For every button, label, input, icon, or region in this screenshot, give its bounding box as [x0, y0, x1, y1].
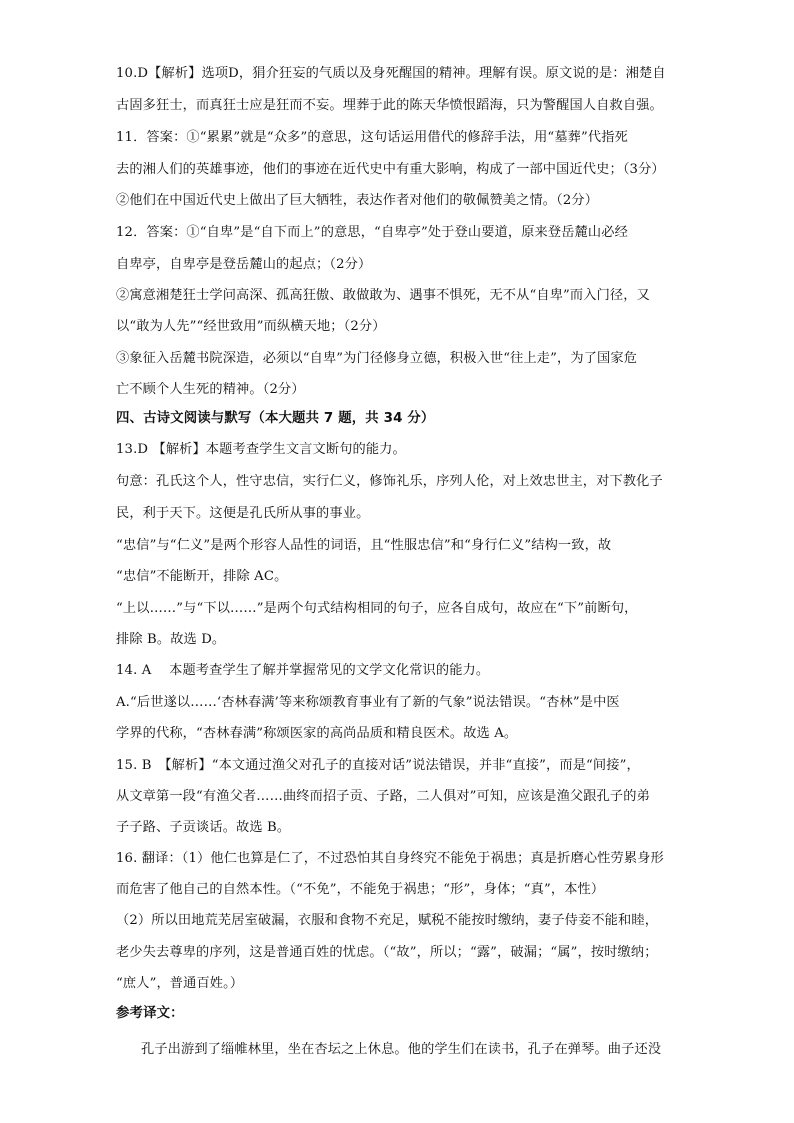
answer-13-line-1: 13.D 【解析】本题考查学生文言文断句的能力。 [116, 442, 406, 457]
answer-14-line-2: A.“后世遂以……‘杏林春满’等来称颂教育事业有了新的气象”说法错误。“杏林”是中医 [116, 695, 620, 710]
answer-16-line-1: 16. 翻译：（1）他仁也算是仁了，不过恐怕其自身终究不能免于祸患；真是折磨心性劳累身形 [116, 851, 664, 866]
answer-12-line-2: 自卑亭，自卑亭是登岳麓山的起点；（2分） [116, 257, 372, 272]
answer-10-line-1: 10.D【解析】选项D，狷介狂妄的气质以及身死醒国的精神。理解有误。原文说的是：湘楚自 [116, 66, 666, 81]
answer-13-line-7: 排除 B。故选 D。 [116, 632, 226, 647]
answer-13-line-6: “上以……”与“下以……”是两个句式结构相同的句子，应各自成句，故应在“下”前断句， [116, 601, 638, 616]
answer-16-line-3: （2）所以田地荒芜居室破漏，衣服和食物不充足，赋税不能按时缴纳，妻子侍妾不能和睦， [116, 913, 659, 928]
answer-15-line-1: 15. B 【解析】“本文通过渔父对孔子的直接对话”说法错误，并非“直接”，而是“间接”， [116, 758, 640, 773]
answer-16-line-4: 老少失去尊卑的序列，这是普通百姓的忧虑。（“故”，所以；“露”，破漏；“属”，按时缴纳； [116, 945, 658, 960]
answer-12-line-4: 以“敢为人先”“经世致用”而纵横天地；（2分） [116, 319, 386, 334]
answer-15-line-2: 从文章第一段“有渔父者……曲终而招子贡、子路，二人俱对”可知，应该是渔父跟孔子的弟 [116, 789, 650, 804]
section-heading: 四、古诗文阅读与默写（本大题共 7 题，共 34 分） [116, 411, 435, 426]
answer-12-line-5: ③象征入岳麓书院深造，必须以“自卑”为门径修身立德，积极入世“往上走”，为了国家危 [116, 351, 638, 366]
answer-14-line-3: 学界的代称，“杏林春满”称颂医家的高尚品质和精良医术。故选 A。 [116, 726, 518, 741]
answer-12-line-3: ②寓意湘楚狂士学问高深、孤高狂傲、敢做敢为、遇事不惧死，无不从“自卑”而入门径，又 [116, 288, 650, 303]
answer-11-line-2: 去的湘人们的英雄事迹，他们的事迹在近代史中有重大影响，构成了一部中国近代史；（3分） [116, 162, 665, 177]
translation-paragraph-line-1: 孔子出游到了缁帷林里，坐在杏坛之上休息。他的学生们在读书，孔子在弹琴。曲子还没 [141, 1042, 662, 1057]
answer-13-line-5: “忠信”不能断开，排除 AC。 [116, 569, 288, 584]
answer-16-line-5: “庶人”，普通百姓。） [116, 976, 244, 991]
answer-11-line-3: ②他们在中国近代史上做出了巨大牺牲，表达作者对他们的敬佩赞美之情。（2分） [116, 193, 599, 208]
answer-13-line-3: 民，利于天下。这便是孔氏所从事的事业。 [116, 506, 370, 521]
answer-11-line-1: 11．答案：①“累累”就是“众多”的意思，这句话运用借代的修辞手法，用“墓葬”代指死 [116, 130, 628, 145]
answer-10-line-2: 古固多狂士，而真狂士应是狂而不妄。埋葬于此的陈天华愤恨蹈海，只为警醒国人自救自强。 [116, 98, 663, 113]
answer-16-line-2: 而危害了他自己的自然本性。（“不免”，不能免于祸患；“形”，身体；“真”，本性） [116, 882, 605, 897]
answer-13-line-2: 句意：孔氏这个人，性守忠信，实行仁义，修饰礼乐，序列人伦，对上效忠世主，对下教化子 [116, 474, 663, 489]
answer-12-line-6: 亡不顾个人生死的精神。（2分） [116, 382, 305, 397]
answer-12-line-1: 12．答案：①“自卑”是“自下而上”的意思，“自卑亭”处于登山要道，原来登岳麓山必经 [116, 225, 628, 240]
answer-15-line-3: 子子路、子贡谈话。故选 B。 [116, 820, 291, 835]
answer-14-line-1: 14. A 本题考查学生了解并掌握常见的文学文化常识的能力。 [116, 663, 490, 678]
answer-13-line-4: “忠信”与“仁义”是两个形容人品性的词语，且“性服忠信”和“身行仁义”结构一致，故 [116, 538, 612, 553]
reference-translation-heading: 参考译文： [116, 1006, 184, 1021]
